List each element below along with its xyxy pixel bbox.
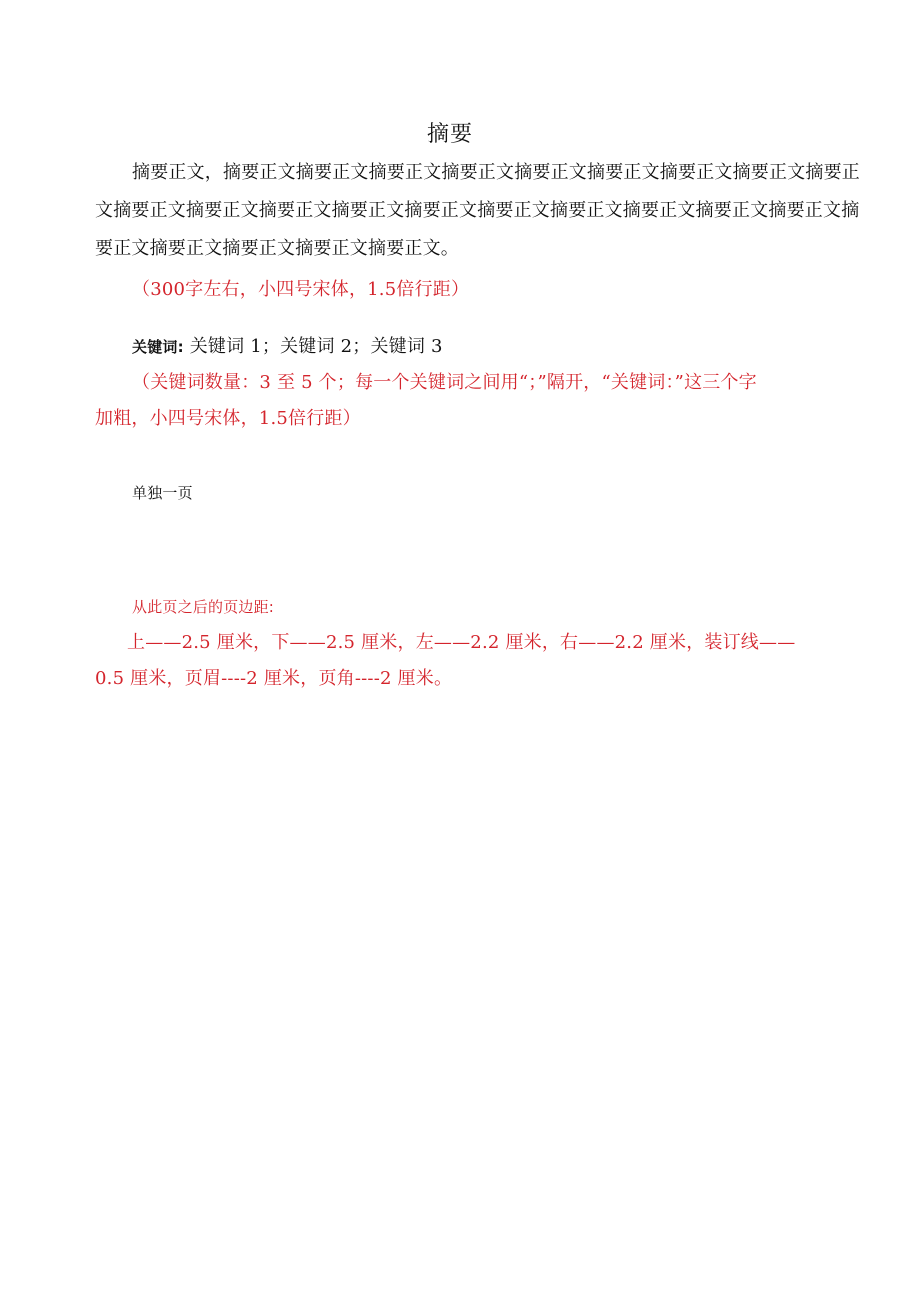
abstract-body-line-1: 摘要正文，摘要正文摘要正文摘要正文摘要正文摘要正文摘要正文摘要正文摘要正文摘要正 [132, 162, 860, 183]
margin-line-1: 上——2.5 厘米，下——2.5 厘米，左——2.2 厘米，右——2.2 厘米，装订线—— [127, 632, 796, 653]
margin-title: 从此页之后的页边距: [132, 598, 275, 616]
abstract-body-line-2: 文摘要正文摘要正文摘要正文摘要正文摘要正文摘要正文摘要正文摘要正文摘要正文摘要正文摘 [95, 200, 860, 221]
margin-line-2: 0.5 厘米，页眉----2 厘米，页角----2 厘米。 [95, 668, 453, 689]
single-page-note: 单独一页 [132, 484, 193, 502]
keywords-note-line-1: （关键词数量：3 至 5 个；每一个关键词之间用“；”隔开，“关键词：”这三个字 [132, 372, 757, 393]
abstract-title: 摘要 [426, 122, 473, 147]
abstract-body-line-3: 要正文摘要正文摘要正文摘要正文摘要正文。 [95, 238, 459, 259]
keywords-line [132, 334, 443, 360]
abstract-format-note: （300字左右，小四号宋体，1.5倍行距） [132, 279, 470, 300]
keywords-text: 关键词 1；关键词 2；关键词 3 [189, 336, 443, 357]
keywords-label: 关键词: [132, 338, 184, 356]
keywords-note-line-2: 加粗，小四号宋体，1.5倍行距） [95, 408, 361, 429]
